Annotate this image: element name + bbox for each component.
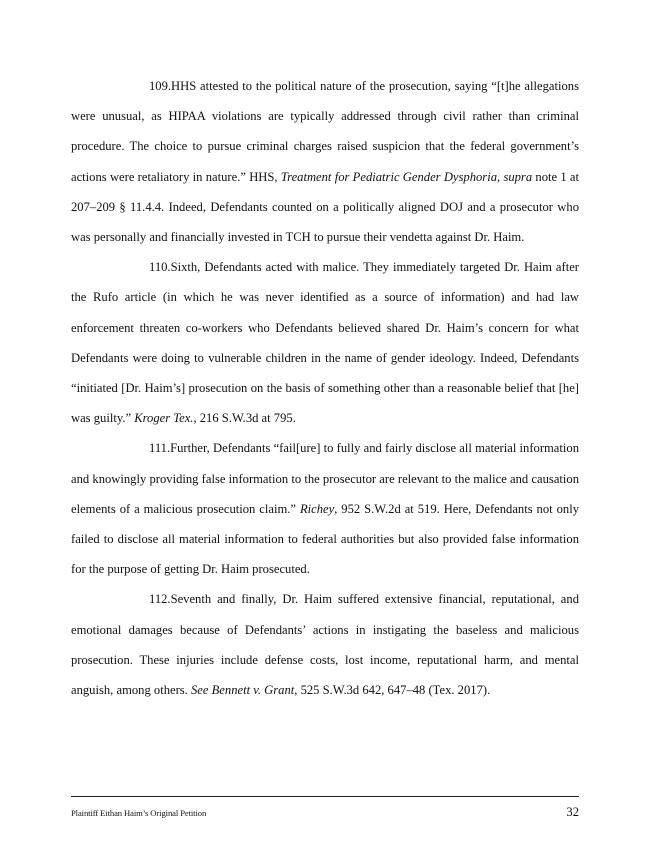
paragraph-number: 112. [149, 592, 171, 607]
paragraph-112 [71, 584, 579, 705]
italic-citation: Kroger Tex. [134, 411, 194, 426]
italic-citation: See Bennett v. Grant [190, 683, 295, 698]
paragraph-text: Seventh and finally, Dr. Haim suffered extensive financial, reputational, and emotional damages because of Defendants’ actions in instigating the baseless and malicious prosecution. These injuries include defense costs, lost income, reputational harm, and mental anguish, among others. [71, 592, 579, 698]
paragraph-text: , 525 S.W.3d 642, 647–48 (Tex. 2017). [294, 683, 491, 698]
paragraph-number: 109. [149, 79, 172, 93]
paragraph-text: , [497, 169, 504, 184]
paragraph-text: Further, Defendants “fail[ure] to fully and fairly disclose all material information and knowingly providing false information to the prosecutor are relevant to the malice and causation elements of a malicious prosecution claim.” [71, 441, 579, 516]
paragraph-text: note 1 at 207–209 § 11.4.4. Indeed, Defendants counted on a politically aligned DOJ and a prosecutor who was personally and financially invested in TCH to pursue their vendetta against Dr. Haim. [71, 169, 580, 245]
paragraph-109 [71, 71, 579, 252]
page-number: 32 [566, 805, 579, 819]
italic-citation: supra [503, 169, 533, 184]
italic-citation: Treatment for Pediatric Gender Dysphoria [280, 169, 498, 184]
paragraph-110 [71, 252, 579, 433]
paragraph-text: , 216 S.W.3d at 795. [193, 411, 296, 426]
document-body [71, 71, 579, 705]
italic-citation: Richey [299, 501, 335, 516]
paragraph-number: 110. [149, 260, 171, 275]
footer-title: Plaintiff Eithan Haim’s Original Petition [71, 808, 207, 818]
paragraph-number: 111. [149, 441, 171, 456]
paragraph-text: HHS attested to the political nature of the prosecution, saying “[t]he allegations were unusual, as HIPAA violations are typically addressed through civil rather than criminal procedure. The choice to pursue criminal charges raised suspicion that the federal government’s actions were retaliatory in nature.” HHS, [71, 79, 579, 184]
footer-divider [71, 796, 579, 797]
paragraph-111 [71, 433, 579, 584]
paragraph-text: Sixth, Defendants acted with malice. They immediately targeted Dr. Haim after the Rufo article (in which he was never identified as a source of information) and had law enforcement threaten co-workers who Defendants believed shared Dr. Haim’s concern for what Defendants were doing to vulnerable children in the name of gender ideology. Indeed, Defendants “initiated [Dr. Haim’s] prosecution on the basis of something other than a reasonable belief that [he] was guilty.” [71, 260, 579, 426]
paragraph-text: , 952 S.W.2d at 519. Here, Defendants not only failed to disclose all material information to federal authorities but also provided false information for the purpose of getting Dr. Haim prosecuted. [71, 501, 579, 577]
